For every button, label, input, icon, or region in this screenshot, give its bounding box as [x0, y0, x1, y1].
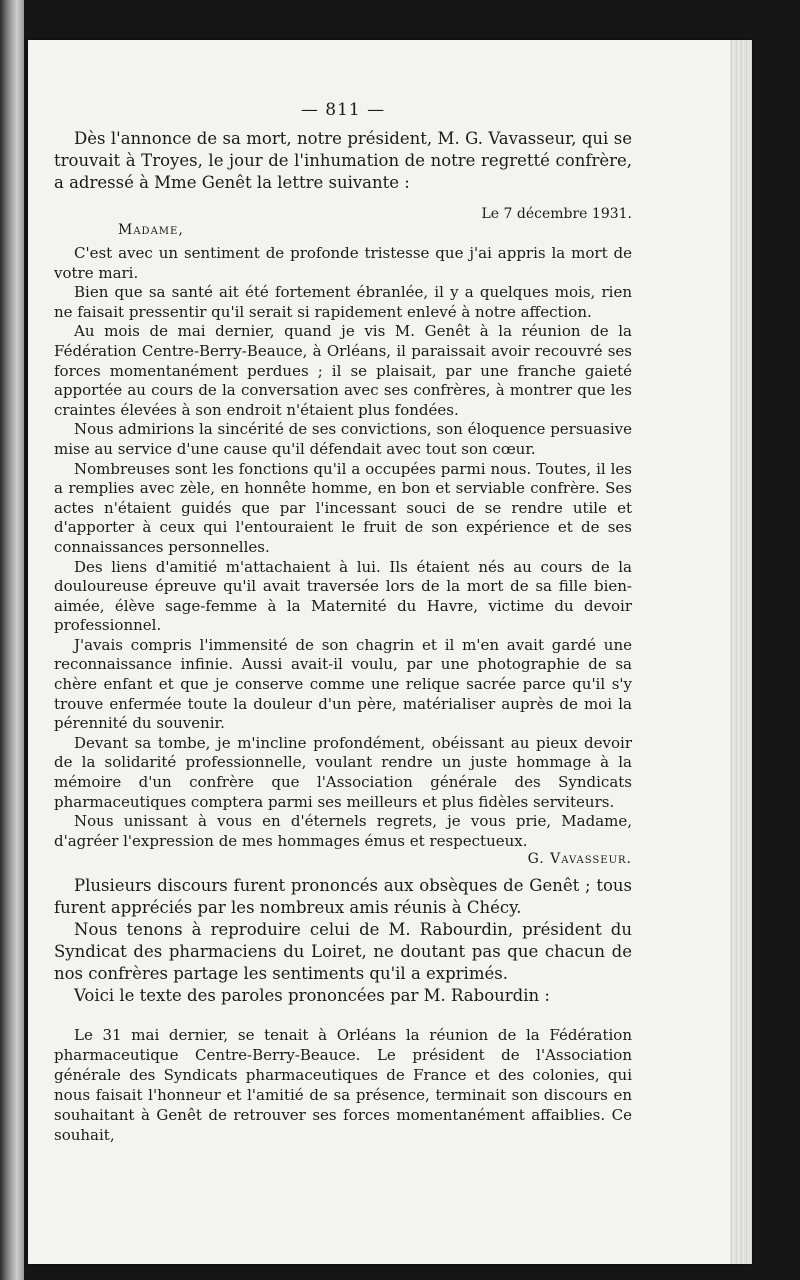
letter-paragraph: Nombreuses sont les fonctions qu'il a occupées parmi nous. Toutes, il les a remplies avec zèle, en honnête homme, en bon et serviable confrère. Ses actes n'étaient guidés que par l'incessant souci de se rendre utile et d'apporter à ceux qui l'entouraient le fruit de son expérience et de ses connaissances personnelles.: [54, 459, 632, 556]
speech-paragraph: Le 31 mai dernier, se tenait à Orléans la réunion de la Fédération pharmaceutique Centre-Berry-Beauce. Le président de l'Association générale des Syndicats pharmaceutiques de France et des colonies, qui nous faisait l'honneur et l'amitié de sa présence, terminait son discours en souhaitant à Genêt de retrouver ses forces momentanément affaiblies. Ce souhait,: [54, 1026, 632, 1145]
letter-body: [54, 244, 632, 851]
page-stack-edge: [730, 40, 752, 1264]
letter-paragraph: Bien que sa santé ait été fortement ébranlée, il y a quelques mois, rien ne faisait pressentir qu'il serait si rapidement enlevé à notre affection.: [54, 283, 632, 321]
letter-paragraph: Au mois de mai dernier, quand je vis M. Genêt à la réunion de la Fédération Centre-Berry-Beauce, à Orléans, il paraissait avoir recouvré ses forces momentanément perdues ; il se plaisait, par une franche gaieté apportée au cours de la conversation avec ses confrères, à montrer que les craintes élevées à son endroit n'étaient plus fondées.: [54, 322, 632, 419]
closing-paragraph: Nous tenons à reproduire celui de M. Rabourdin, président du Syndicat des pharmaciens du Loiret, ne doutant pas que chacun de nos confrères partage les sentiments qu'il a exprimés.: [54, 920, 632, 984]
letter-signature: G. Vavasseur.: [527, 851, 632, 868]
page-number: — 811 —: [300, 100, 386, 120]
speech-section: [54, 1025, 632, 1145]
intro-paragraph: Dès l'annonce de sa mort, notre président, M. G. Vavasseur, qui se trouvait à Troyes, le jour de l'inhumation de notre regretté confrère, a adressé à Mme Genêt la lettre suivante :: [54, 129, 632, 192]
letter-paragraph: J'avais compris l'immensité de son chagrin et il m'en avait gardé une reconnaissance infinie. Aussi avait-il voulu, par une photographie de sa chère enfant et que je conserve comme une relique sacrée parce qu'il s'y trouve enfermée toute la douleur d'un père, matérialiser auprès de moi la pérennité du souvenir.: [54, 635, 632, 733]
letter-date: Le 7 décembre 1931.: [481, 206, 632, 222]
page-text: [54, 100, 632, 1145]
book-page: [28, 40, 752, 1264]
letter-paragraph: Nous unissant à vous en d'éternels regrets, je vous prie, Madame, d'agréer l'expression de mes hommages émus et respectueux.: [54, 812, 632, 850]
letter-paragraph: Nous admirions la sincérité de ses convictions, son éloquence persuasive mise au service d'une cause qu'il défendait avec tout son cœur.: [54, 420, 632, 458]
letter-paragraph: C'est avec un sentiment de profonde tristesse que j'ai appris la mort de votre mari.: [54, 244, 632, 282]
letter-paragraph: Des liens d'amitié m'attachaient à lui. Ils étaient nés au cours de la douloureuse épreuve qu'il avait traversée lors de la mort de sa fille bien-aimée, élève sage-femme à la Maternité du Havre, victime du devoir professionnel.: [54, 557, 632, 635]
left-page-edge: [0, 0, 24, 1280]
intro-section: [54, 128, 632, 194]
closing-paragraph: Voici le texte des paroles prononcées par M. Rabourdin :: [74, 986, 550, 1006]
closing-paragraph: Plusieurs discours furent prononcés aux obsèques de Genêt ; tous furent appréciés par les nombreux amis réunis à Chécy.: [54, 876, 632, 918]
letter-salutation: Madame,: [118, 222, 184, 238]
closing-section: [54, 875, 632, 1007]
letter-paragraph: Devant sa tombe, je m'incline profondément, obéissant au pieux devoir de la solidarité professionnelle, voulant rendre un juste hommage à la mémoire d'un confrère que l'Association générale des Syndicats pharmaceutiques comptera parmi ses meilleurs et plus fidèles serviteurs.: [54, 733, 632, 811]
